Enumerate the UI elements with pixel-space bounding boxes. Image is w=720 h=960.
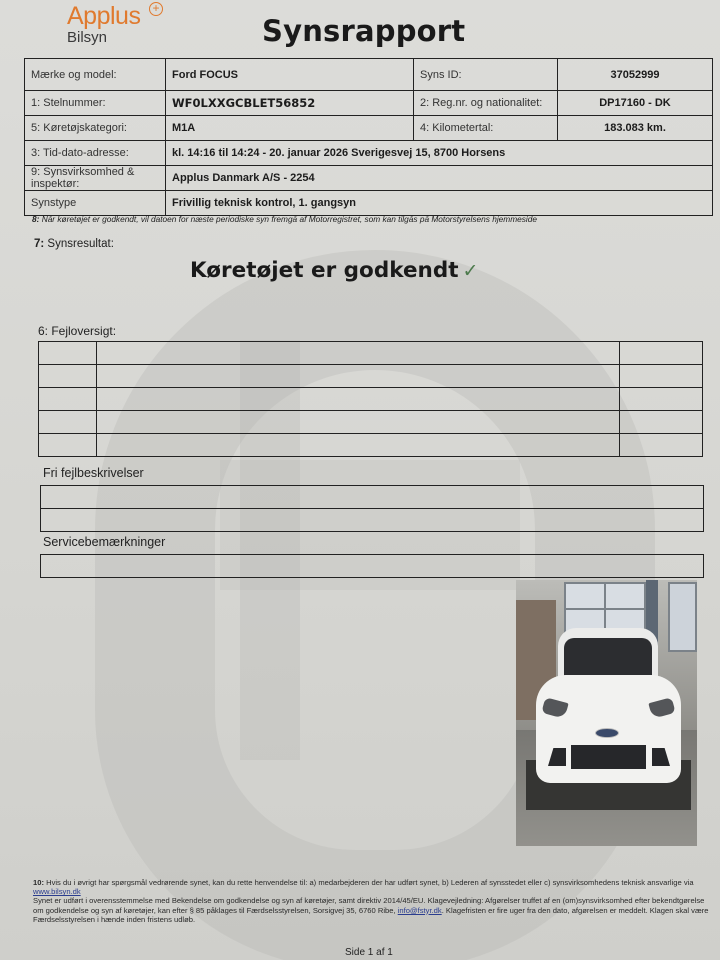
reg-label: 2: Reg.nr. og nationalitet:: [414, 91, 558, 116]
time-value: kl. 14:16 til 14:24 - 20. januar 2026 Sverigesvej 15, 8700 Horsens: [166, 141, 713, 166]
document-title: Synsrapport: [262, 14, 466, 48]
fault-row: [39, 365, 703, 388]
fault-row: [39, 388, 703, 411]
free-description-row: [41, 486, 704, 509]
fault-row: [39, 411, 703, 434]
plus-circle-icon: +: [149, 2, 163, 16]
fault-code: [39, 365, 97, 388]
km-value: 183.083 km.: [558, 116, 713, 141]
note-8-number: 8:: [32, 214, 40, 224]
checkmark-icon: ✓: [462, 260, 479, 282]
category-value: M1A: [166, 116, 414, 141]
fault-description: [97, 388, 620, 411]
ford-badge-icon: [595, 728, 619, 738]
info-row: [25, 59, 713, 91]
fault-description: [97, 411, 620, 434]
note-8: [32, 214, 537, 224]
fault-severity: [620, 388, 703, 411]
type-label: Synstype: [25, 191, 166, 216]
logo-brand: Applus: [67, 2, 141, 30]
free-description-cell: [41, 486, 704, 509]
time-label: 3: Tid-dato-adresse:: [25, 141, 166, 166]
footer-line-3: . Klagefristen er fire uger fra den dato, afgørelsen er meddelt. Klagen skal være Færdselsstyrelsen i hænde inden fristens udløb.: [33, 905, 709, 924]
service-remarks-box: [40, 554, 704, 578]
syns-id-value: 37052999: [558, 59, 713, 91]
result-label: [34, 238, 114, 250]
footer-number: 10:: [33, 878, 44, 887]
fault-severity: [620, 411, 703, 434]
syns-id-label: Syns ID:: [414, 59, 558, 91]
footer-notice: [33, 878, 713, 924]
fault-code: [39, 434, 97, 457]
info-row: [25, 191, 713, 216]
faults-table: [38, 341, 703, 457]
page-number: Side 1 af 1: [345, 947, 393, 958]
fault-severity: [620, 434, 703, 457]
result-label-text: Synsresultat:: [44, 238, 114, 250]
fault-description: [97, 365, 620, 388]
photo-windshield: [564, 638, 652, 678]
applus-logo: [67, 1, 160, 46]
free-description-cell: [41, 509, 704, 532]
result-statement: [190, 258, 478, 283]
type-value: Frivillig teknisk kontrol, 1. gangsyn: [166, 191, 713, 216]
service-remarks-label: Servicebemærkninger: [43, 535, 166, 549]
make-model-label: Mærke og model:: [25, 59, 166, 91]
km-label: 4: Kilometertal:: [414, 116, 558, 141]
free-descriptions-table: [40, 485, 704, 532]
footer-line-2: Synet er udført i overensstemmelse med Bekendelse om godkendelse og syn af køretøjer, samt direktiv 2014/45/EU. Klagevejledning: Afgørelser truffet af en (om)synsvirksomhed efter bekendtgørelse om godkendelse og syn af køretøjer, kan efter § 85 påklages til Færdselsstyrelsen, Sorsigvej 35, 6760 Ribe,: [33, 896, 705, 915]
info-row: [25, 116, 713, 141]
photo-window: [668, 582, 697, 652]
fault-code: [39, 411, 97, 434]
vin-label: 1: Stelnummer:: [25, 91, 166, 116]
fault-code: [39, 388, 97, 411]
info-row: [25, 91, 713, 116]
vehicle-photo: [516, 580, 697, 846]
fault-description: [97, 434, 620, 457]
free-descriptions-label: Fri fejlbeskrivelser: [43, 466, 144, 480]
bilsyn-link[interactable]: www.bilsyn.dk: [33, 887, 81, 897]
fault-description: [97, 342, 620, 365]
make-model-value: Ford FOCUS: [166, 59, 414, 91]
fault-severity: [620, 342, 703, 365]
info-row: [25, 166, 713, 191]
logo-subtitle: Bilsyn: [67, 29, 108, 46]
vin-value: WF0LXXGCBLET56852: [166, 91, 414, 116]
photo-grille: [571, 745, 646, 769]
result-label-number: 7:: [34, 238, 45, 250]
result-text: Køretøjet er godkendt: [190, 258, 459, 283]
fault-row: [39, 434, 703, 457]
company-value: Applus Danmark A/S - 2254: [166, 166, 713, 191]
note-8-text: Når køretøjet er godkendt, vil datoen for næste periodiske syn fremgå af Motorregistret, som kan tilgås på Motorstyrelsens hjemmeside: [39, 214, 537, 224]
fault-row: [39, 342, 703, 365]
fstyr-email-link[interactable]: info@fstyr.dk: [397, 905, 442, 915]
company-label: 9: Synsvirksomhed & inspektør:: [25, 166, 166, 191]
free-description-row: [41, 509, 704, 532]
reg-value: DP17160 - DK: [558, 91, 713, 116]
footer-line-1: Hvis du i øvrigt har spørgsmål vedrørende synet, kan du rette henvendelse til: a) medarbejderen der har udført synet, b) Lederen af synsstedet eller c) synsvirksomhedens teknisk ansvarlige via: [43, 878, 694, 887]
vehicle-info-table: [24, 58, 713, 216]
fault-code: [39, 342, 97, 365]
faults-label: 6: Fejloversigt:: [38, 324, 117, 338]
info-row: [25, 141, 713, 166]
category-label: 5: Køretøjskategori:: [25, 116, 166, 141]
fault-severity: [620, 365, 703, 388]
